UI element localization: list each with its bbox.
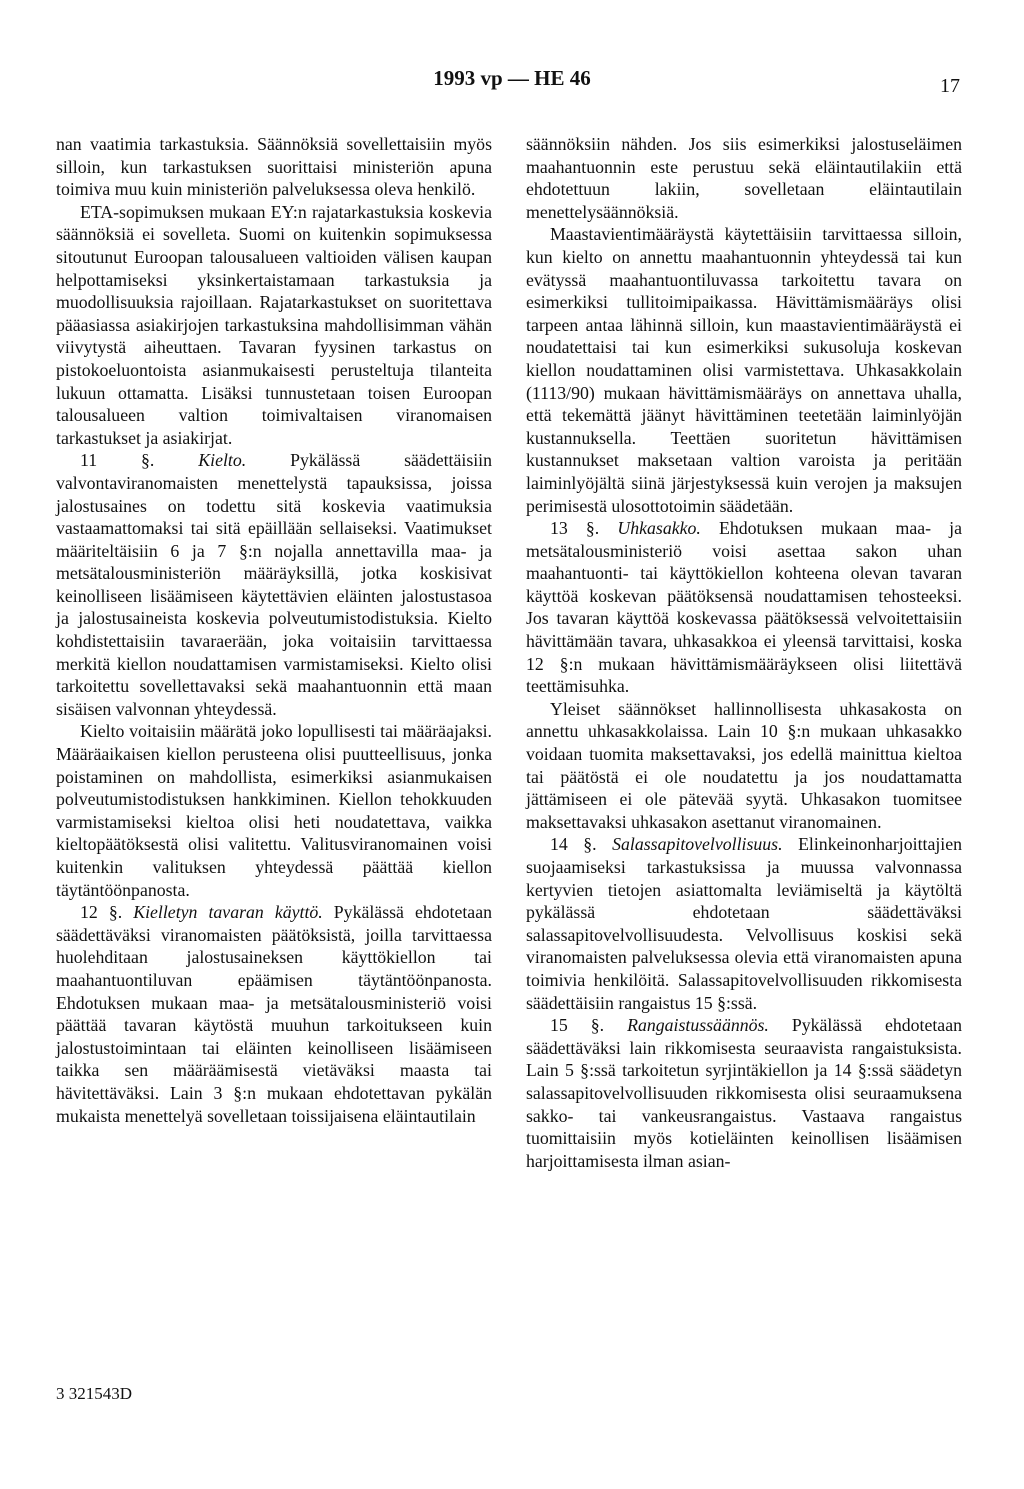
section-12-paragraph — [56, 901, 492, 1127]
paragraph: ETA-sopimuksen mukaan EY:n rajatarkastuksia koskevia säännöksiä ei sovelleta. Suomi on kuitenkin sopimuksessa sitoutunut Euroopan talousalueen valtioiden välisen kaupan helpottamiseksi yksinkertaistamaan tarkastuksia ja muodollisuuksia rajoillaan. Rajatarkastukset on suoritettava pääasiassa asiakirjojen tarkastuksina mahdollisimman vähän viivytystä aiheuttaen. Tavaran fyysinen tarkastus on pistokoeluontoista asianmukaisesti perusteltuja tilanteita lukuun ottamatta. Lisäksi tunnustetaan toisen Euroopan talousalueen valtion toimivaltaisen viranomaisen tarkastukset ja asiakirjat. — [56, 201, 492, 448]
section-text: Pykälässä ehdotetaan säädettäväksi viranomaisten päätöksistä, joilla tarvittaessa huolehditaan jalostusaineksen käyttökiellon tai maahantuontiluvan epäämisen täytäntöönpanosta. Ehdotuksen mukaan maa- ja metsätalousministeriö voisi päättää tavaran käytöstä muuhun tarkoitukseen kuin jalostustoimintaan tai eläinten keinolliseen lisäämiseen taikka sen määräämisestä vietäväksi maasta tai hävitettäväksi. Lain 3 §:n mukaan ehdotettavan pykälän mukaista menettelyä sovelletaan toissijaisena eläintautilain — [56, 902, 492, 1126]
section-number: 14 §. — [550, 834, 597, 855]
paragraph: säännöksiin nähden. Jos siis esimerkiksi jalostuseläimen maahantuonnin este perustuu sekä eläintautilakiin että ehdotettuun lakiin, sovelletaan eläintautilain menettelysäännöksiä. — [526, 134, 962, 222]
left-column — [56, 133, 492, 1127]
section-title: Salassapitovelvollisuus. — [612, 834, 783, 855]
section-title: Uhkasakko. — [617, 518, 701, 539]
section-text: Elinkeinonharjoittajien suojaamiseksi tarkastuksissa ja muussa valvonnassa kertyvien tietojen asiattomalta leviämiseltä ja käytöltä pykälässä ehdotetaan säädettäväksi salassapitovelvollisuudesta. Velvollisuus koskisi sekä viranomaisten palveluksessa olevia että viranomaisten apuna toimivia henkilöitä. Salassapitovelvollisuuden rikkomisesta säädettäisiin rangaistus 15 §:ssä. — [526, 834, 963, 1013]
right-column — [526, 133, 962, 1172]
paragraph: Maastavientimääräystä käytettäisiin tarvittaessa silloin, kun kielto on annettu maahantuonnin yhteydessä tai kun evätyssä maahantuontiluvassa tarkoitettu tavara on esimerkiksi tullitoimipaikassa. Hävittämismääräys olisi tarpeen antaa lähinnä silloin, kun maastavientimääräystä ei noudatettaisi tai kun esimerkiksi sukusoluja koskevan kiellon noudattaminen olisi varmistettava. Uhkasakkolain (1113/90) mukaan hävittämismääräys on annettava uhalla, että tekemättä jäänyt hävittäminen teetetään laiminlyöjän kustannuksella. Teettäen suoritetun hävittämisen kustannukset maksetaan valtion varoista ja peritään laiminlyöjältä siinä järjestyksessä kuin verojen ja maksujen perimisestä ulosottotoimin säädetään. — [526, 224, 962, 516]
paragraph: Kielto voitaisiin määrätä joko lopullisesti tai määräajaksi. Määräaikaisen kiellon perusteena olisi puutteellisuus, jonka poistaminen on mahdollista, esimerkiksi asianmukaisen polveutumistodistuksen hankkiminen. Kiellon tehokkuuden varmistamiseksi kieltoa olisi heti noudatettava, vaikka kieltopäätöksestä olisi valitettu. Valitusviranomainen voisi kuitenkin valituksen yhteydessä päättää kiellon täytäntöönpanosta. — [56, 721, 492, 900]
section-13-paragraph — [526, 517, 962, 698]
section-number: 15 §. — [550, 1015, 605, 1036]
section-11-paragraph — [56, 449, 492, 720]
section-15-paragraph — [526, 1014, 962, 1172]
section-text: Pykälässä ehdotetaan säädettäväksi lain rikkomisesta seuraavista rangaistuksista. Lain 5 §:ssä tarkoitetun syrjintäkiellon ja 14 §:ssä säädetyn salassapitovelvollisuuden rikkomisesta olisi seuraamuksena sakko- tai vankeusrangaistus. Vastaava rangaistus tuomittaisiin myös kotieläinten keinollisen lisäämisen harjoittamisesta ilman asian- — [526, 1015, 962, 1171]
section-title: Kielletyn tavaran käyttö. — [133, 902, 323, 923]
section-title: Rangaistussäännös. — [627, 1015, 769, 1036]
section-14-paragraph — [526, 833, 962, 1014]
paragraph: Yleiset säännökset hallinnollisesta uhkasakosta on annettu uhkasakkolaissa. Lain 10 §:n mukaan uhkasakko voidaan tuomita maksettavaksi, jos edellä mainittua kieltoa tai päätöstä ei ole noudatettu ja jos noudattamatta jättämiseen ei ole pätevää syytä. Uhkasakon tuomitsee maksettavaksi uhkasakon asettanut viranomainen. — [526, 698, 962, 832]
section-number: 13 §. — [550, 518, 600, 539]
section-text: Ehdotuksen mukaan maa- ja metsätalousministeriö voisi asettaa sakon uhan maahantuonti- tai käyttökiellon kohteena olevan tavaran käyttöä koskevan päätöksensä noudattamisen tehosteeksi. Jos tavaran käyttöä koskevassa päätöksessä velvoitettaisiin hävittämään tavara, uhkasakkoa ei yleensä tarvittaisi, koska 12 §:n mukaan hävittämismääräykseen olisi liitettävä teettämisuhka. — [526, 518, 962, 697]
paragraph: nan vaatimia tarkastuksia. Säännöksiä sovellettaisiin myös silloin, kun tarkastuksen suorittaisi ministeriön apuna toimiva muu kuin ministeriön palveluksessa oleva henkilö. — [56, 134, 492, 200]
page-number: 17 — [940, 75, 960, 97]
section-number: 11 §. — [80, 450, 155, 471]
section-number: 12 §. — [80, 902, 123, 923]
print-code: 3 321543D — [56, 1384, 133, 1403]
running-header: 1993 vp — HE 46 — [433, 66, 591, 90]
section-text: Pykälässä säädettäisiin valvontaviranomaisten menettelystä tapauksissa, joissa jalostusaines on todettu sitä koskevia vaatimuksia vastaamattomaksi tai sitä epäillään sellaiseksi. Vaatimukset määriteltäisiin 6 ja 7 §:n nojalla annettavilla maa- ja metsätalousministeriön määräyksillä, jotka koskisivat keinolliseen lisäämiseen käytettävien eläinten jalostustasoa ja jalostusaineista koskevia polveutumistodistuksia. Kielto kohdistettaisiin tavaraerään, joka voitaisiin tarvittaessa merkitä kiellon noudattamisen varmistamiseksi. Kielto olisi tarkoitettu sovellettavaksi sekä maahantuonnin että maan sisäisen valvonnan yhteydessä. — [56, 450, 493, 719]
section-title: Kielto. — [198, 450, 247, 471]
